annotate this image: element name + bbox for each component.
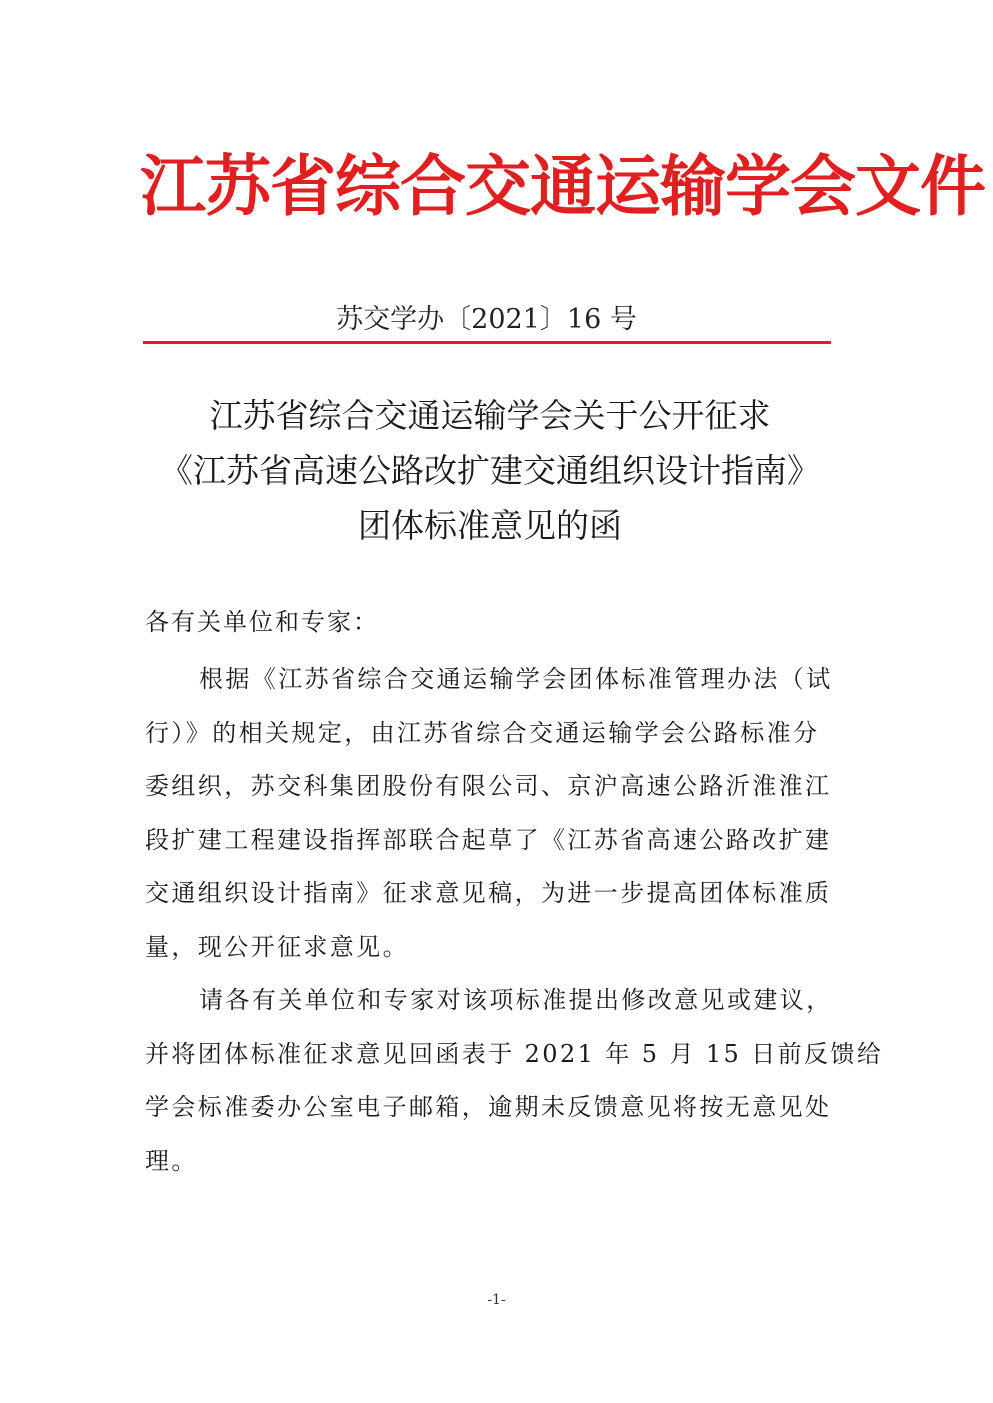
paragraph-line: 段扩建工程建设指挥部联合起草了《江苏省高速公路改扩建 [145,825,832,854]
letter-title-line: 《江苏省高速公路改扩建交通组织设计指南》 [160,451,820,490]
paragraph-line: 行）》的相关规定，由江苏省综合交通运输学会公路标准分 [145,718,820,747]
org-header-title: 江苏省综合交通运输学会文件 [140,147,985,225]
paragraph-line: 请各有关单位和专家对该项标准提出修改意见或建议， [199,986,833,1014]
document-number: 苏交学办〔2021〕16 号 [336,304,637,335]
page-number: -1- [487,1292,506,1308]
letter-title-line: 团体标准意见的函 [358,506,622,545]
paragraph-line: 委组织，苏交科集团股份有限公司、京沪高速公路沂淮淮江 [145,772,832,800]
letter-title [120,388,860,553]
paragraph-line: 根据《江苏省综合交通运输学会团体标准管理办法（试 [199,665,833,693]
red-divider-line [143,341,831,344]
letter-title-line: 江苏省综合交通运输学会关于公开征求 [209,396,771,435]
paragraph-line: 并将团体标准征求意见回函表于 2021 年 5 月 15 日前反馈给 [145,1039,884,1068]
letter-body [145,653,884,1188]
paragraph-line: 理。 [145,1146,198,1175]
paragraph-line: 学会标准委办公室电子邮箱，逾期未反馈意见将按无意见处 [145,1093,832,1121]
salutation: 各有关单位和专家： [145,608,379,636]
paragraph-line: 交通组织设计指南》征求意见稿，为进一步提高团体标准质 [145,879,832,907]
paragraph-line: 量，现公开征求意见。 [145,932,409,961]
